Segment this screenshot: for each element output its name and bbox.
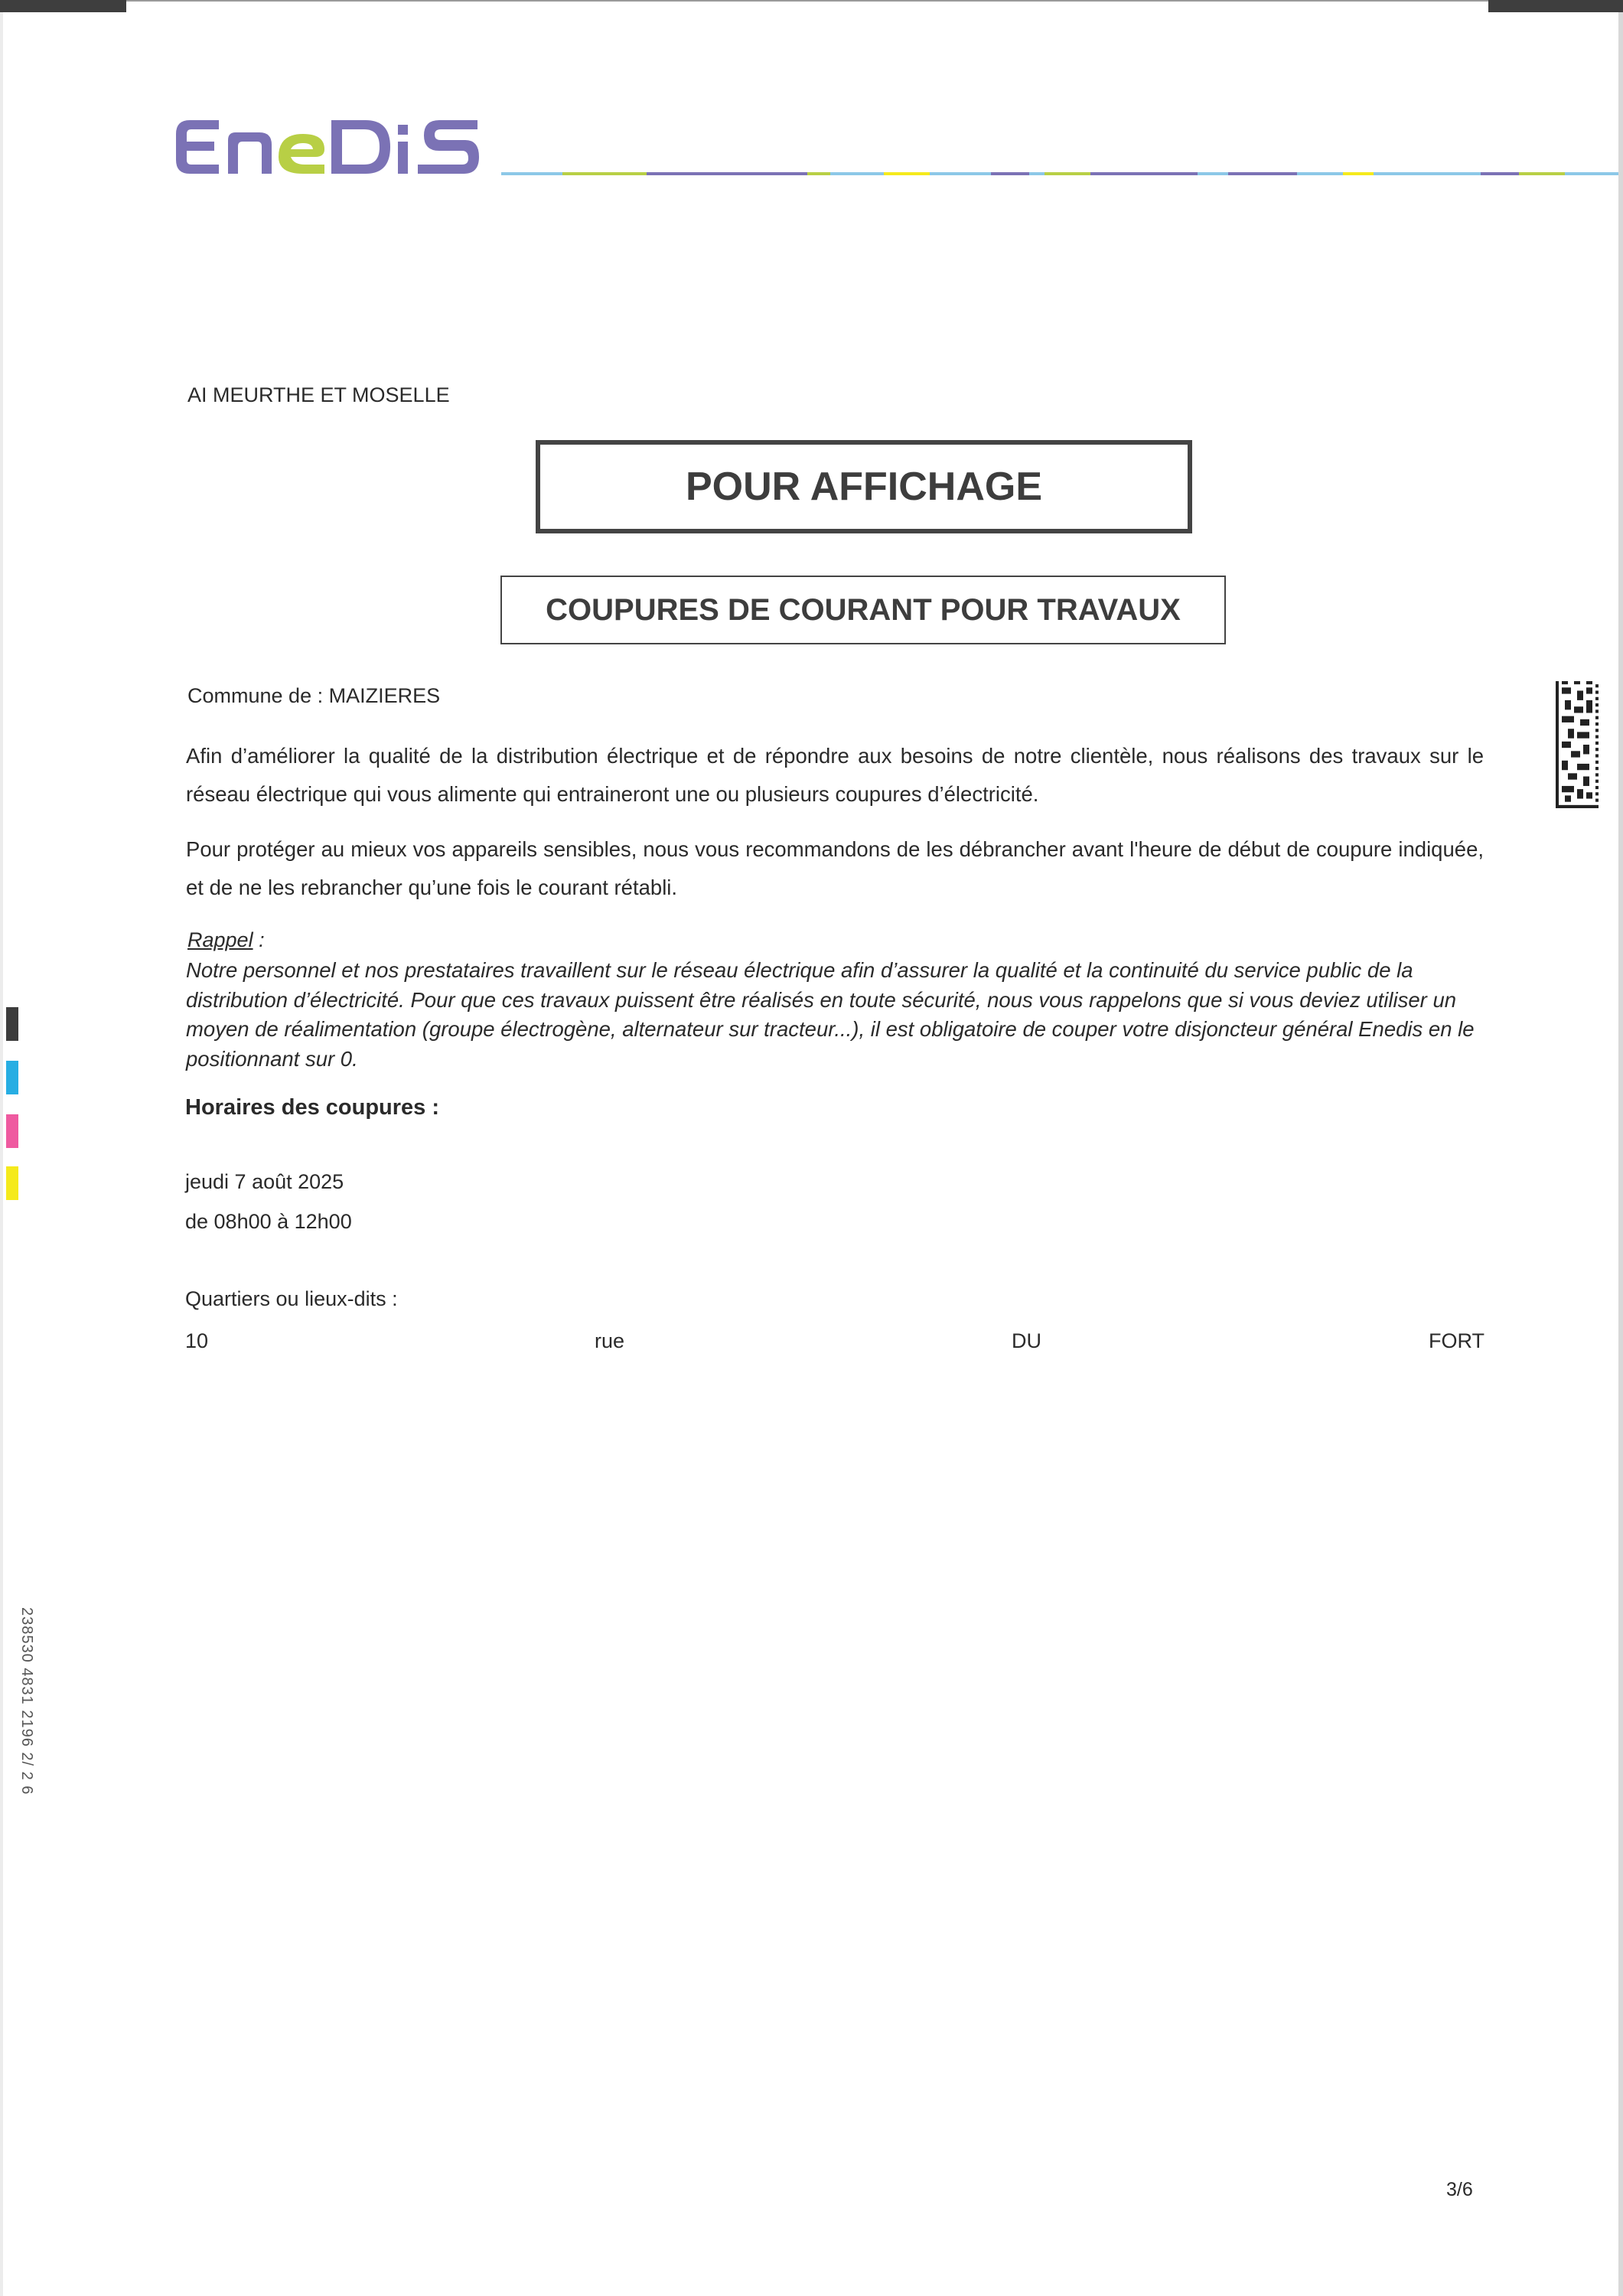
- color-swatch-cyan: [6, 1061, 18, 1094]
- intro-paragraph: Afin d’améliorer la qualité de la distribution électrique et de répondre aux besoins de notre clientèle, nous réalisons des travaux sur le réseau électrique qui vous alimente qui entraineront une ou plusieurs coupures d’électricité.: [186, 744, 1484, 806]
- address-street-name: FORT: [1429, 1329, 1484, 1352]
- page-edge-left: [0, 0, 3, 2296]
- rappel-body: Notre personnel et nos prestataires travaillent sur le réseau électrique afin d’assurer la qualité et la continuité du service public de la distribution d’électricité. Pour que ces travaux puissent être réalisés en toute sécurité, nous vous rappelons que si vous deviez utiliser un moyen de réalimentation (groupe électrogène, alternateur sur tracteur...), il est obligatoire de couper votre disjoncteur général Enedis en le positionnant sur 0.: [186, 958, 1475, 1071]
- title-coupures: COUPURES DE COURANT POUR TRAVAUX: [500, 576, 1226, 644]
- schedule-date: jeudi 7 août 2025: [185, 1170, 344, 1193]
- datamatrix-barcode: [1556, 681, 1599, 808]
- rappel-label: [187, 925, 265, 954]
- color-swatch-magenta: [6, 1114, 18, 1148]
- crop-mark-left: [0, 0, 126, 12]
- color-swatch-black: [6, 1007, 18, 1041]
- locations-heading: Quartiers ou lieux-dits :: [185, 1287, 398, 1310]
- address-number: 10: [185, 1329, 209, 1352]
- schedule-hours: de 08h00 à 12h00: [185, 1210, 352, 1233]
- top-rule: [126, 0, 1488, 2]
- rappel-label-text: Rappel: [187, 928, 253, 951]
- schedule-heading: Horaires des coupures :: [185, 1095, 439, 1120]
- address-street-type: rue: [595, 1329, 625, 1352]
- side-tracking-code: 238530 4831 2196 2/ 2 6: [18, 1607, 35, 1795]
- header-decorative-line: [501, 169, 1618, 178]
- page-number: 3/6: [1446, 2179, 1473, 2200]
- enedis-logo: [174, 111, 481, 188]
- address-particle: DU: [1012, 1329, 1041, 1352]
- page-edge-right: [1618, 0, 1623, 2296]
- title-pour-affichage: POUR AFFICHAGE: [536, 440, 1192, 533]
- rappel-label-colon: :: [253, 928, 265, 951]
- color-swatch-yellow: [6, 1166, 18, 1200]
- crop-mark-right: [1488, 0, 1623, 12]
- region-label: AI MEURTHE ET MOSELLE: [187, 383, 450, 406]
- commune-label: Commune de : MAIZIERES: [187, 684, 441, 707]
- advice-paragraph: Pour protéger au mieux vos appareils sensibles, nous vous recommandons de les débrancher avant l'heure de début de coupure indiquée, et de ne les rebrancher qu’une fois le courant rétabli.: [186, 837, 1484, 899]
